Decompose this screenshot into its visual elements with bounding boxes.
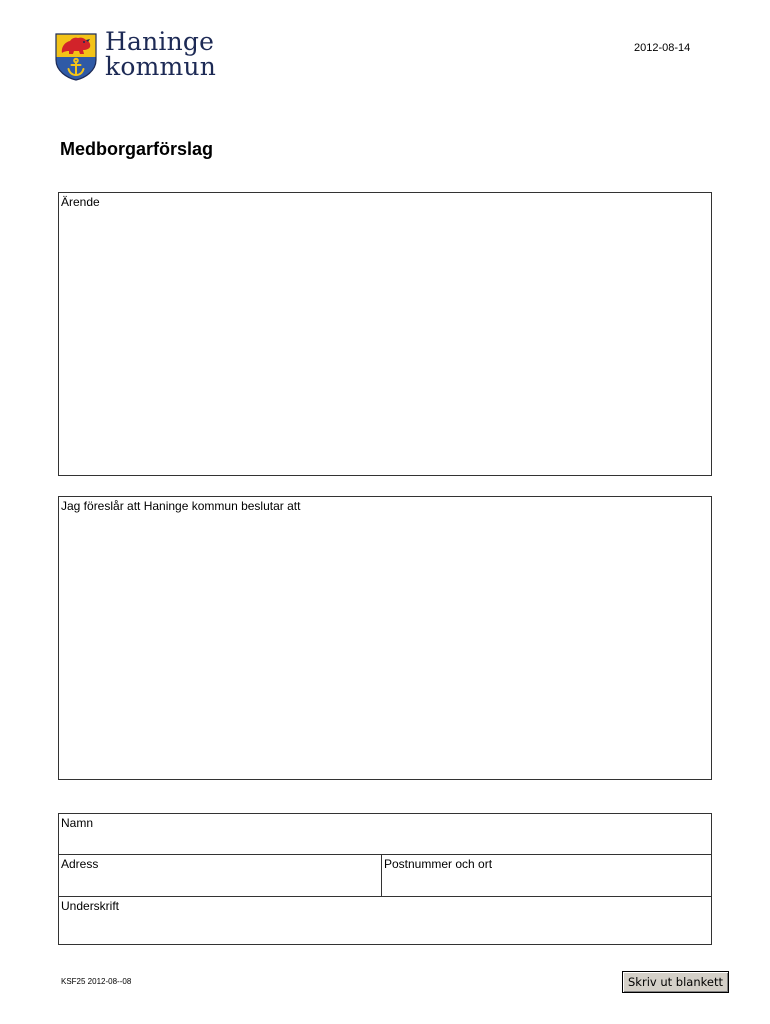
arende-textarea[interactable] xyxy=(61,211,709,473)
forslag-box xyxy=(58,496,712,780)
namn-label: Namn xyxy=(61,816,94,830)
contact-details-table xyxy=(58,813,712,945)
logo-line-haninge: Haninge xyxy=(105,27,215,56)
page-title: Medborgarförslag xyxy=(60,139,214,159)
forslag-textarea[interactable] xyxy=(61,515,709,777)
adress-field[interactable] xyxy=(61,873,379,894)
adress-label: Adress xyxy=(61,857,99,871)
logo-wordmark xyxy=(105,29,216,79)
underskrift-label: Underskrift xyxy=(61,899,120,913)
print-form-button[interactable]: Skriv ut blankett xyxy=(622,971,729,993)
postort-cell xyxy=(382,855,711,897)
municipality-logo xyxy=(55,27,225,85)
postort-label: Postnummer och ort xyxy=(384,857,493,871)
forslag-label: Jag föreslår att Haninge kommun beslutar att xyxy=(61,499,301,513)
arende-label: Ärende xyxy=(61,195,100,209)
namn-field[interactable] xyxy=(61,832,709,852)
document-date: 2012-08-14 xyxy=(634,42,691,54)
namn-cell xyxy=(59,814,711,855)
underskrift-field[interactable] xyxy=(61,915,709,942)
arende-box xyxy=(58,192,712,476)
coat-of-arms-icon xyxy=(55,33,97,81)
logo-line-kommun: kommun xyxy=(105,52,217,81)
adress-cell xyxy=(59,855,382,897)
postort-field[interactable] xyxy=(384,873,709,894)
form-code: KSF25 2012-08--08 xyxy=(61,977,132,986)
underskrift-cell xyxy=(59,897,711,944)
